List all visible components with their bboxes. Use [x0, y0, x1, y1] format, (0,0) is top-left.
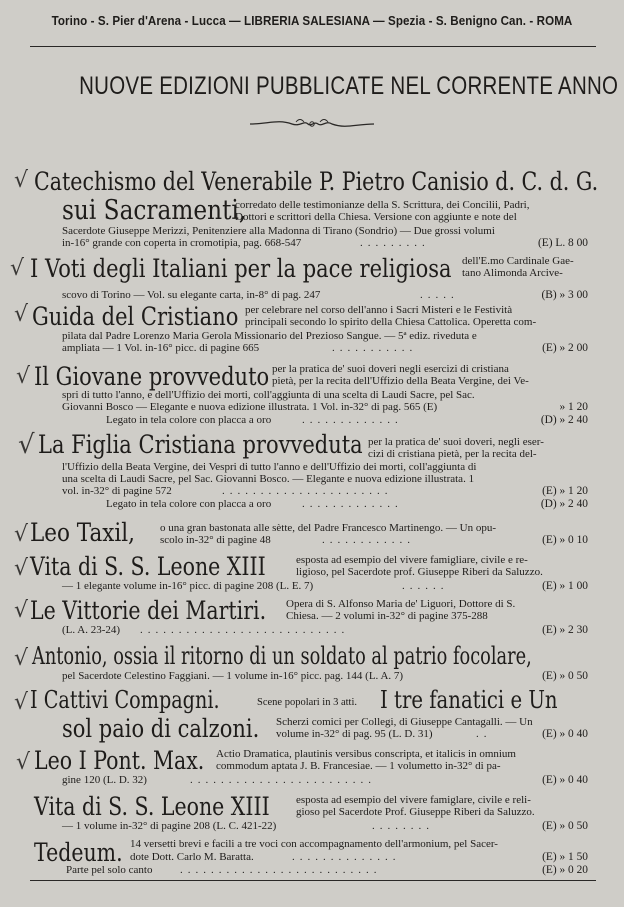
- entry-description: Dottori e scrittori della Chiesa. Versione con aggiunte e note del: [235, 211, 517, 223]
- entry-title: La Figlia Cristiana provveduta: [38, 430, 363, 459]
- entry-description: ligioso, pel Sacerdote prof. Giuseppe Riberi da Saluzzo.: [296, 566, 543, 578]
- leader-dots: ............: [322, 534, 415, 546]
- check-mark-icon: √: [14, 168, 29, 193]
- entry-description: Opera di S. Alfonso Maria de' Liguori, Dottore di S.: [286, 598, 516, 610]
- entry-price: » 1 20: [559, 401, 588, 413]
- check-mark-icon: √: [18, 430, 35, 460]
- entry-title: Tedeum.: [34, 838, 123, 867]
- leader-dots: .............: [302, 414, 403, 426]
- page-title: NUOVE EDIZIONI PUBBLICATE NEL CORRENTE ANNO: [79, 72, 619, 100]
- entry-description: Parte pel solo canto: [66, 864, 153, 876]
- entry-description: — 1 elegante volume in-16° picc. di pagine 208 (L. E. 7): [62, 580, 314, 592]
- entry-price: (D) » 2 40: [540, 498, 588, 510]
- entry-title: Le Vittorie dei Martiri.: [30, 596, 267, 625]
- check-mark-icon: √: [14, 302, 29, 327]
- leader-dots: .....: [420, 289, 459, 301]
- footer-rule: [30, 880, 596, 881]
- entry-price: (E) » 0 40: [542, 774, 588, 786]
- entry-title: Il Giovane provveduto: [34, 362, 270, 391]
- check-mark-icon: √: [16, 750, 31, 775]
- entry-price: (E) L. 8 00: [538, 237, 588, 249]
- leader-dots: ...........: [332, 342, 418, 354]
- entry-subtitle: Scene popolari in 3 atti.: [257, 697, 358, 708]
- entry-description: — 1 volume in-32° di pagine 208 (L. C. 421-22): [62, 820, 277, 832]
- entry-description: una scelta di Laudi Sacre, pel Sac. Giovanni Bosco. — Elegante e nuova edizione illustrata. 1: [62, 473, 475, 485]
- entry-price: (B) » 3 00: [541, 289, 588, 301]
- entry-price: (E) » 2 00: [542, 342, 588, 354]
- entry-description: spri di tutto l'anno, e dell'Uffizio dei morti, coll'aggiunta di una scelta di Laudi Sacre, pel Sac.: [62, 389, 475, 401]
- entry-description: Legato in tela colore con placca a oro: [106, 498, 272, 510]
- leader-dots: ......: [402, 580, 449, 592]
- entry-description: volume in-32° di pag. 95 (L. D. 31): [276, 728, 433, 740]
- entry-description: esposta ad esempio del vivere famiglare, civile e reli-: [296, 794, 531, 806]
- entry-description: principali secondo lo spirito della Chiesa Cattolica. Operetta com-: [245, 316, 537, 328]
- leader-dots: ...........................: [140, 624, 350, 636]
- leader-dots: .........: [360, 237, 430, 249]
- leader-dots: ........................: [190, 774, 376, 786]
- entry-description: l'Uffizio della Beata Vergine, dei Vespri di tutto l'anno e dell'Uffizio dei morti, coll'aggiunta di: [62, 461, 477, 473]
- entry-description: ampliata — 1 Vol. in-16° picc. di pagine 665: [62, 342, 260, 354]
- entry-title: Leo Taxil,: [30, 518, 135, 547]
- entry-description: corredato delle testimonianze della S. Scrittura, dei Concilii, Padri,: [235, 199, 530, 211]
- entry-price: (E) » 0 40: [542, 728, 588, 740]
- entry-price: (E) » 0 10: [542, 534, 588, 546]
- entry-description: (L. A. 23-24): [62, 624, 121, 636]
- leader-dots: ........: [372, 820, 434, 832]
- leader-dots: ......................: [222, 485, 393, 497]
- entry-description: commodum aptata J. B. Francesiae. — 1 volumetto in-32° di pa-: [216, 760, 501, 772]
- entry-price: (E) » 1 50: [542, 851, 588, 863]
- entry-description: 14 versetti brevi e facili a tre voci con accompagnamento dell'armonium, pel Sacer-: [130, 838, 498, 850]
- entry-price: (E) » 0 50: [542, 820, 588, 832]
- entry-title: I Cattivi Compagni.: [30, 686, 220, 714]
- leader-dots: ..............: [292, 851, 401, 863]
- entry-title: I Voti degli Italiani per la pace religiosa: [30, 254, 452, 283]
- entry-price: (E) » 2 30: [542, 624, 588, 636]
- leader-dots: ..........................: [180, 864, 382, 876]
- entry-description: gioso pel Sacerdote Prof. Giuseppe Riberi da Saluzzo.: [296, 806, 535, 818]
- entry-price: (E) » 1 00: [542, 580, 588, 592]
- entry-description: cizi di cristiana pietà, per la recita del-: [368, 448, 537, 460]
- entry-description: esposta ad esempio del vivere famigliare, civile e re-: [296, 554, 528, 566]
- entry-title: Leo I Pont. Max.: [34, 746, 205, 775]
- leader-dots: .............: [302, 498, 403, 510]
- entry-description: Scherzi comici per Collegi, di Giuseppe Cantagalli. — Un: [276, 716, 533, 728]
- check-mark-icon: √: [14, 522, 29, 547]
- entry-title: Catechismo del Venerabile P. Pietro Canisio d. C. d. G.: [34, 167, 599, 196]
- entry-description: per la pratica de' suoi doveri, negli eser-: [368, 436, 544, 448]
- entry-title-continued: sol paio di calzoni.: [62, 714, 260, 743]
- entry-price: (E) » 0 20: [542, 864, 588, 876]
- entry-description: scovo di Torino — Vol. su elegante carta, in-8° di pag. 247: [62, 289, 321, 301]
- entry-description: scolo in-32° di pagine 48: [160, 534, 271, 546]
- entry-description: dote Dott. Carlo M. Baratta.: [130, 851, 254, 863]
- entry-description: in-16° grande con coperta in cromotipia, pag. 668-547: [62, 237, 302, 249]
- entry-description: vol. in-32° di pagine 572: [62, 485, 172, 497]
- check-mark-icon: √: [10, 256, 25, 281]
- entry-description: per celebrare nel corso dell'anno i Sacri Misteri e le Festività: [245, 304, 513, 316]
- check-mark-icon: √: [14, 646, 29, 671]
- entry-description: dell'E.mo Cardinale Gae-: [462, 255, 574, 267]
- entry-description: o una gran bastonata alle sètte, del Padre Francesco Martinengo. — Un opu-: [160, 522, 497, 534]
- entry-description: pietà, per la recita dell'Uffizio della Beata Vergine, dei Ve-: [272, 375, 529, 387]
- entry-description: pilata dal Padre Lorenzo Maria Gerola Missionario del Prezioso Sangue. — 5ª ediz. riveduta e: [62, 330, 477, 342]
- entry-description: Actio Dramatica, plautinis versibus conscripta, et italicis in omnium: [216, 748, 516, 760]
- entry-title: Guida del Cristiano: [32, 302, 239, 331]
- publisher-header: Torino - S. Pier d'Arena - Lucca — LIBRERIA SALESIANA — Spezia - S. Benigno Can. - ROMA: [51, 14, 573, 28]
- entry-description: Chiesa. — 2 volumi in-32° di pagine 375-288: [286, 610, 488, 622]
- entry-title: Antonio, ossia il ritorno di un soldato al patrio focolare,: [32, 642, 532, 670]
- entry-price: (D) » 2 40: [540, 414, 588, 426]
- leader-dots: ..: [476, 728, 492, 740]
- check-mark-icon: √: [14, 556, 29, 581]
- check-mark-icon: √: [14, 690, 29, 715]
- entry-title-continued: sui Sacramenti,: [62, 195, 247, 226]
- entry-title: Vita di S. S. Leone XIII: [34, 792, 270, 821]
- entry-description: pel Sacerdote Celestino Faggiani. — 1 volume in-16° picc. pag. 144 (L. A. 7): [62, 670, 404, 682]
- entry-description: Sacerdote Giuseppe Merizzi, Penitenziere alla Madonna di Tirano (Sondrio) — Due grossi volumi: [62, 225, 495, 237]
- entry-description: Legato in tela colore con placca a oro: [106, 414, 272, 426]
- entry-description: gine 120 (L. D. 32): [62, 774, 147, 786]
- entry-price: (E) » 0 50: [542, 670, 588, 682]
- entry-title: I tre fanatici e Un: [380, 686, 558, 714]
- entry-description: tano Alimonda Arcive-: [462, 267, 563, 279]
- entry-price: (E) » 1 20: [542, 485, 588, 497]
- check-mark-icon: √: [16, 364, 31, 389]
- entry-title: Vita di S. S. Leone XIII: [30, 552, 266, 581]
- check-mark-icon: √: [14, 598, 29, 623]
- entry-description: per la pratica de' suoi doveri negli esercizi di cristiana: [272, 363, 509, 375]
- entry-description: Giovanni Bosco — Elegante e nuova edizione illustrata. 1 Vol. in-32° di pag. 565 (E): [62, 401, 438, 413]
